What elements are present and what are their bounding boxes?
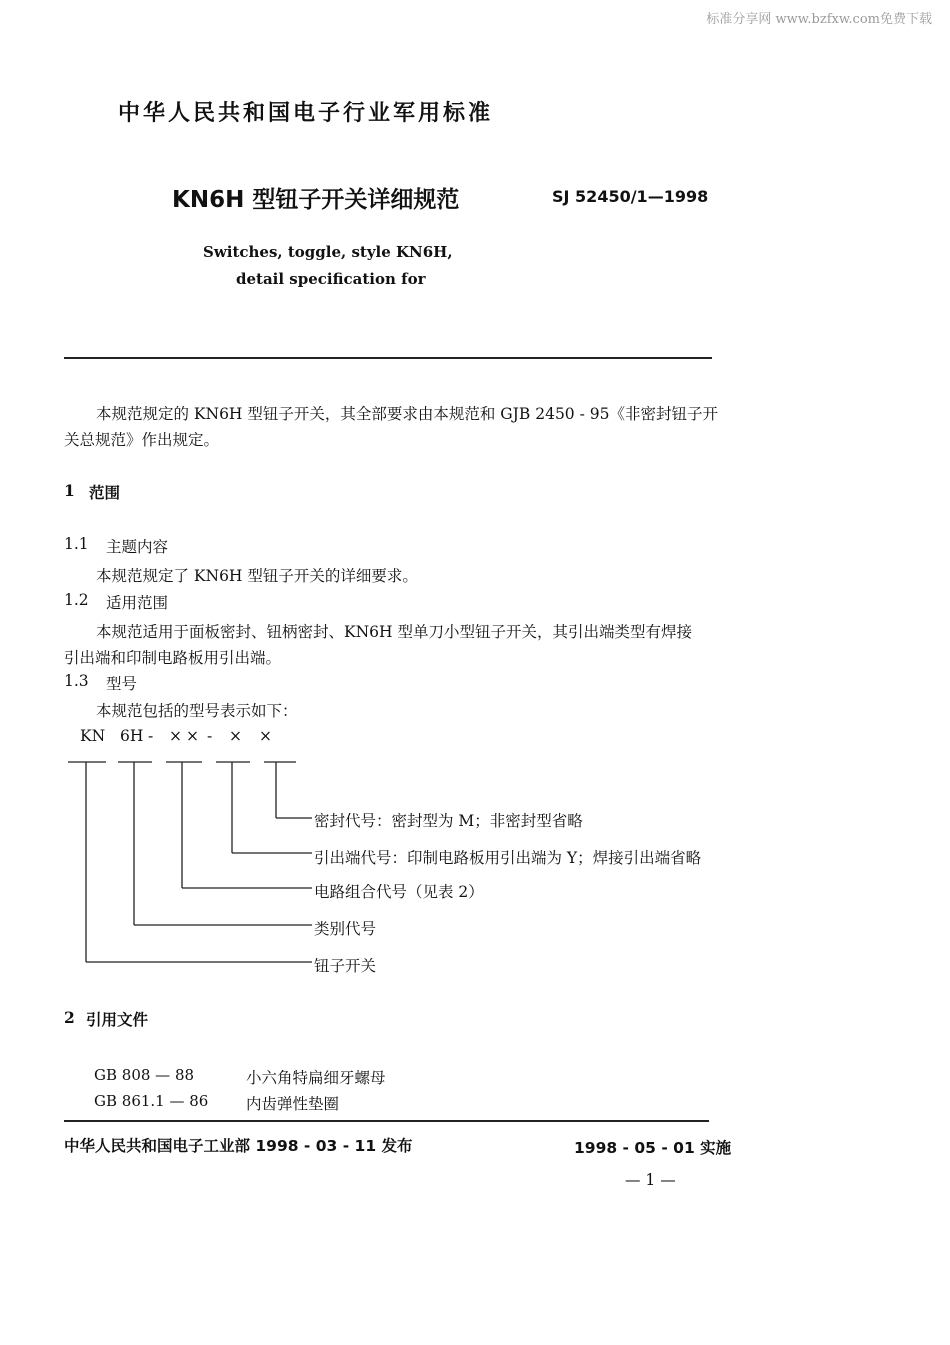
document-title: KN6H 型钮子开关详细规范 xyxy=(172,187,460,213)
english-title-line2: detail specification for xyxy=(236,270,426,288)
model-part-dash2: - xyxy=(207,727,213,745)
page-number: — 1 — xyxy=(625,1171,676,1189)
ref-name: 小六角特扁细牙螺母 xyxy=(246,1069,386,1087)
english-title-line1: Switches, toggle, style KN6H, xyxy=(203,243,453,261)
section1-1-title: 主题内容 xyxy=(106,538,169,556)
standard-name: 中华人民共和国电子行业军用标准 xyxy=(118,101,494,126)
effective-date: 1998 - 05 - 01 实施 xyxy=(574,1139,732,1157)
label-seal-code: 密封代号：密封型为 M；非密封型省略 xyxy=(314,812,583,830)
label-category-code: 类别代号 xyxy=(314,920,377,938)
section1-heading-num: 1 xyxy=(64,481,75,500)
model-part-dash1: - xyxy=(148,727,154,745)
model-part-x1: × xyxy=(169,727,182,745)
section1-2-line2: 引出端和印制电路板用引出端。 xyxy=(64,649,282,667)
section1-3-text: 本规范包括的型号表示如下： xyxy=(96,702,298,720)
label-circuit-code: 电路组合代号（见表 2） xyxy=(314,883,484,901)
model-part-x2: × xyxy=(186,727,199,745)
ref-code: GB 808 — 88 xyxy=(94,1066,195,1084)
section2-heading-num: 2 xyxy=(64,1008,75,1027)
model-part-x4: × xyxy=(259,727,272,745)
model-part-kn: KN xyxy=(80,727,106,745)
standard-code: SJ 52450/1—1998 xyxy=(552,187,709,206)
section1-2-title: 适用范围 xyxy=(106,594,169,612)
label-terminal-code: 引出端代号：印制电路板用引出端为 Y；焊接引出端省略 xyxy=(314,849,702,867)
section2-heading: 引用文件 xyxy=(86,1010,149,1029)
section1-3-num: 1.3 xyxy=(64,672,89,690)
model-part-x3: × xyxy=(229,727,242,745)
ref-name: 内齿弹性垫圈 xyxy=(246,1095,340,1113)
section1-2-line1: 本规范适用于面板密封、钮柄密封、KN6H 型单刀小型钮子开关，其引出端类型有焊接 xyxy=(96,623,692,641)
section1-1-text: 本规范规定了 KN6H 型钮子开关的详细要求。 xyxy=(96,567,418,585)
intro-line2: 关总规范》作出规定。 xyxy=(64,431,220,449)
section1-3-title: 型号 xyxy=(106,675,138,693)
intro-line1: 本规范规定的 KN6H 型钮子开关，其全部要求由本规范和 GJB 2450 - 95《非密封钮子开 xyxy=(96,405,718,423)
section1-heading: 范围 xyxy=(89,483,121,502)
footer-rule xyxy=(64,1120,709,1122)
section1-2-num: 1.2 xyxy=(64,591,89,609)
model-part-6h: 6H xyxy=(120,727,144,745)
label-toggle-switch: 钮子开关 xyxy=(314,957,377,975)
watermark: 标准分享网 www.bzfxw.com免费下载 xyxy=(706,12,932,27)
section1-1-num: 1.1 xyxy=(64,535,89,553)
ref-code: GB 861.1 — 86 xyxy=(94,1092,209,1110)
issued-by: 中华人民共和国电子工业部 1998 - 03 - 11 发布 xyxy=(64,1137,413,1155)
